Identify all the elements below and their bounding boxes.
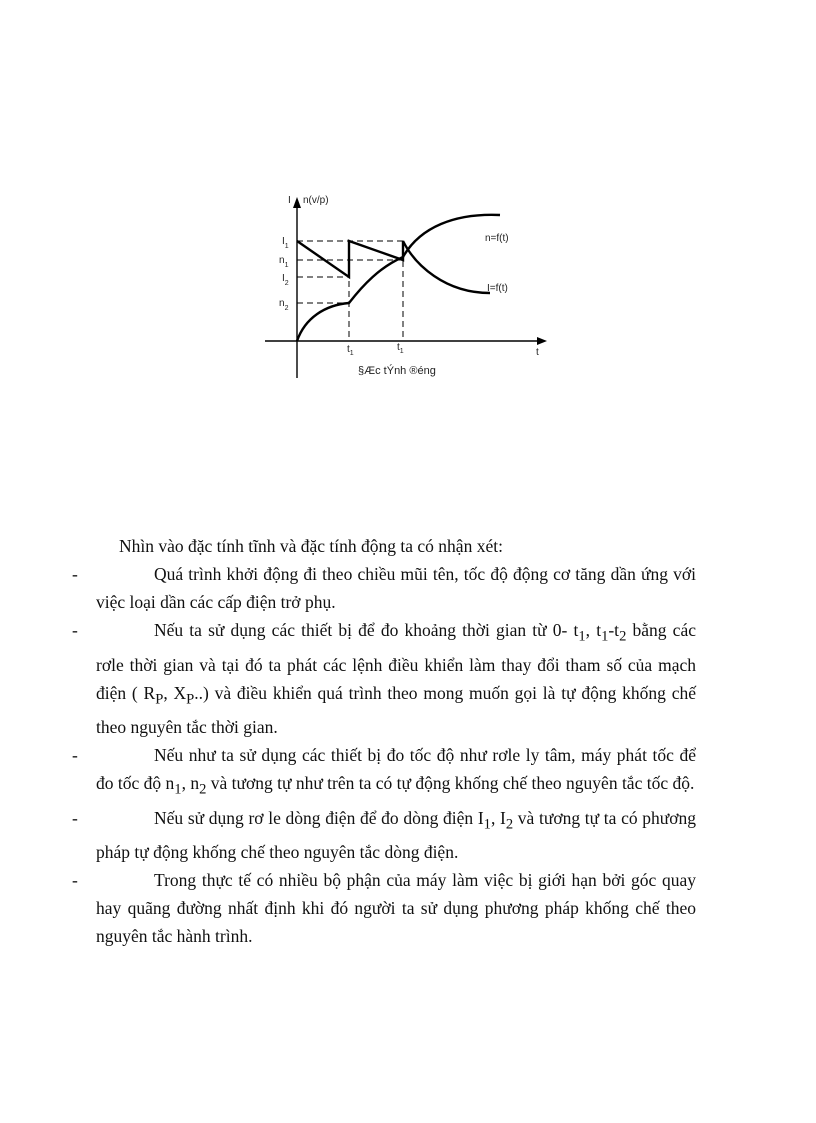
y-axis-label-n: n(v/p): [303, 195, 329, 206]
list-dash: -: [72, 620, 78, 640]
level-label-n1: $n_1$: [279, 255, 289, 269]
item1-line2: việc loại dần các cấp điện trở phụ.: [96, 592, 336, 612]
body-text: [72, 532, 697, 950]
x-axis-arrow: [537, 337, 547, 345]
list-item-1: [72, 560, 696, 616]
current-curve: [297, 241, 490, 293]
list-dash: -: [72, 807, 78, 828]
figure-caption: §Æc tÝnh ®éng: [358, 365, 436, 377]
list-item-5: - Trong thực tế có nhiều bộ phận của máy làm việc bị giới hạn bởi góc quay hay quãng đường nhất định khi đó người ta sử dụng phương pháp khống chế theo nguyên tắc hành trình.: [96, 866, 696, 950]
x-axis-label: t: [536, 347, 539, 358]
list-item-4: - Nếu sử dụng rơ le dòng điện để đo dòng điện $I_1$, $I_2$ và tương tự ta có phương pháp tự động khống chế theo nguyên tắc dòng điện.: [96, 804, 696, 867]
list-dash: -: [72, 745, 78, 765]
level-label-I2: $I_2$: [282, 273, 289, 287]
y-axis-arrow: [293, 197, 301, 208]
level-label-n2: $n_2$: [279, 298, 289, 312]
dynamic-characteristic-diagram: [255, 185, 555, 385]
time-label-t1-a: $t_1$: [347, 344, 354, 357]
level-label-I1: $I_1$: [282, 236, 289, 250]
time-label-t1-b: $t_1$: [397, 342, 404, 355]
intro-paragraph: Nhìn vào đặc tính tĩnh và đặc tính động ta có nhận xét:: [119, 536, 503, 556]
list-dash: -: [72, 870, 78, 890]
list-item-3: - Nếu như ta sử dụng các thiết bị đo tốc độ như rơle ly tâm, máy phát tốc để đo tốc độ $n_1$, $n_2$ và tương tự như trên ta có tự động khống chế theo nguyên tắc tốc độ.: [96, 741, 696, 804]
list-dash: -: [72, 564, 78, 584]
speed-curve: [297, 215, 500, 341]
list-item-2: - Nếu ta sử dụng các thiết bị để đo khoảng thời gian từ 0- $t_1$, $t_1-t_2$ bằng các rơle thời gian và tại đó ta phát các lệnh điều khiển làm thay đổi tham số của mạch điện ( $R_P$, $X_P$..) và điều khiển quá trình theo mong muốn gọi là tự động khống chế theo nguyên tắc thời gian.: [96, 616, 696, 741]
y-axis-label-I: I: [288, 195, 291, 206]
current-curve-label: I=f(t): [487, 283, 508, 294]
speed-curve-label: n=f(t): [485, 233, 509, 244]
item1-line1: Quá trình khởi động đi theo chiều mũi tên, tốc độ động cơ tăng dần ứng với: [154, 564, 696, 584]
